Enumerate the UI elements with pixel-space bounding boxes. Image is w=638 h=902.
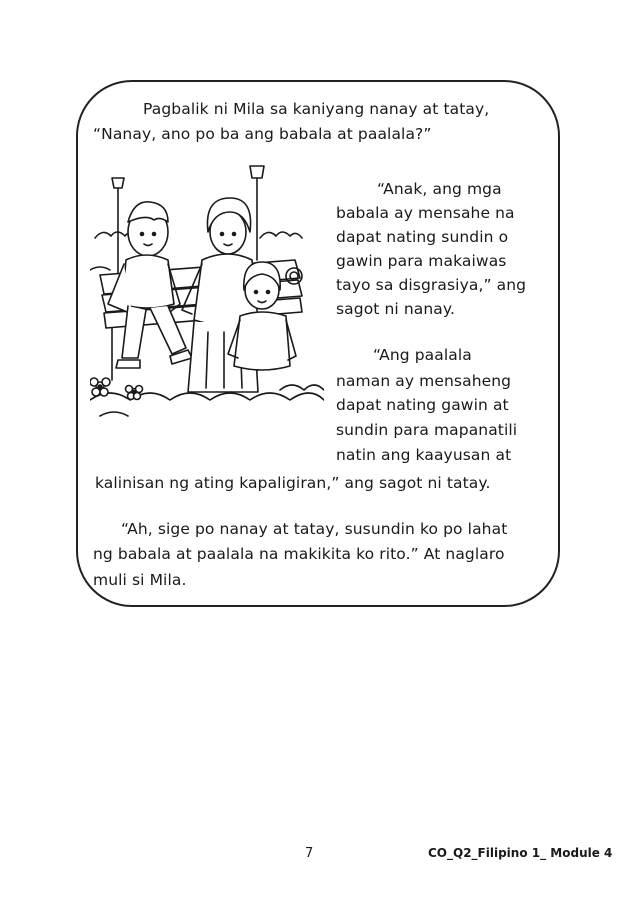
- story-line: sundin para mapanatili: [336, 421, 518, 439]
- lamp-post-left: [112, 178, 124, 280]
- story-line: muli si Mila.: [93, 571, 187, 589]
- story-line: “Ang paalala: [373, 346, 472, 364]
- page-number: 7: [305, 846, 314, 861]
- story-line: kalinisan ng ating kapaligiran,” ang sagot ni tatay.: [95, 474, 491, 492]
- story-line: dapat nating gawin at: [336, 396, 509, 414]
- story-line: “Anak, ang mga: [377, 180, 502, 198]
- story-line: naman ay mensaheng: [336, 372, 512, 390]
- bush-right: [260, 232, 302, 238]
- story-line: natin ang kaayusan at: [336, 446, 512, 464]
- flower-icon: [90, 378, 110, 396]
- story-line: babala ay mensahe na: [336, 204, 515, 222]
- flower-icon: [126, 386, 143, 400]
- story-line: Pagbalik ni Mila sa kaniyang nanay at tatay,: [143, 100, 490, 118]
- story-line: gawin para makaiwas: [336, 252, 507, 270]
- module-code: CO_Q2_Filipino 1_ Module 4: [428, 846, 613, 860]
- story-line: “Ah, sige po nanay at tatay, susundin ko po lahat: [121, 520, 508, 538]
- lamp-post-right: [250, 166, 264, 260]
- story-line: “Nanay, ano po ba ang babala at paalala?”: [93, 125, 432, 143]
- story-line: ng babala at paalala na makikita ko rito.” At naglaro: [93, 545, 505, 563]
- story-line: tayo sa disgrasiya,” ang: [336, 276, 527, 294]
- family-on-bench-illustration: [90, 160, 324, 460]
- story-line: dapat nating sundin o: [336, 228, 509, 246]
- story-line: sagot ni nanay.: [336, 300, 455, 318]
